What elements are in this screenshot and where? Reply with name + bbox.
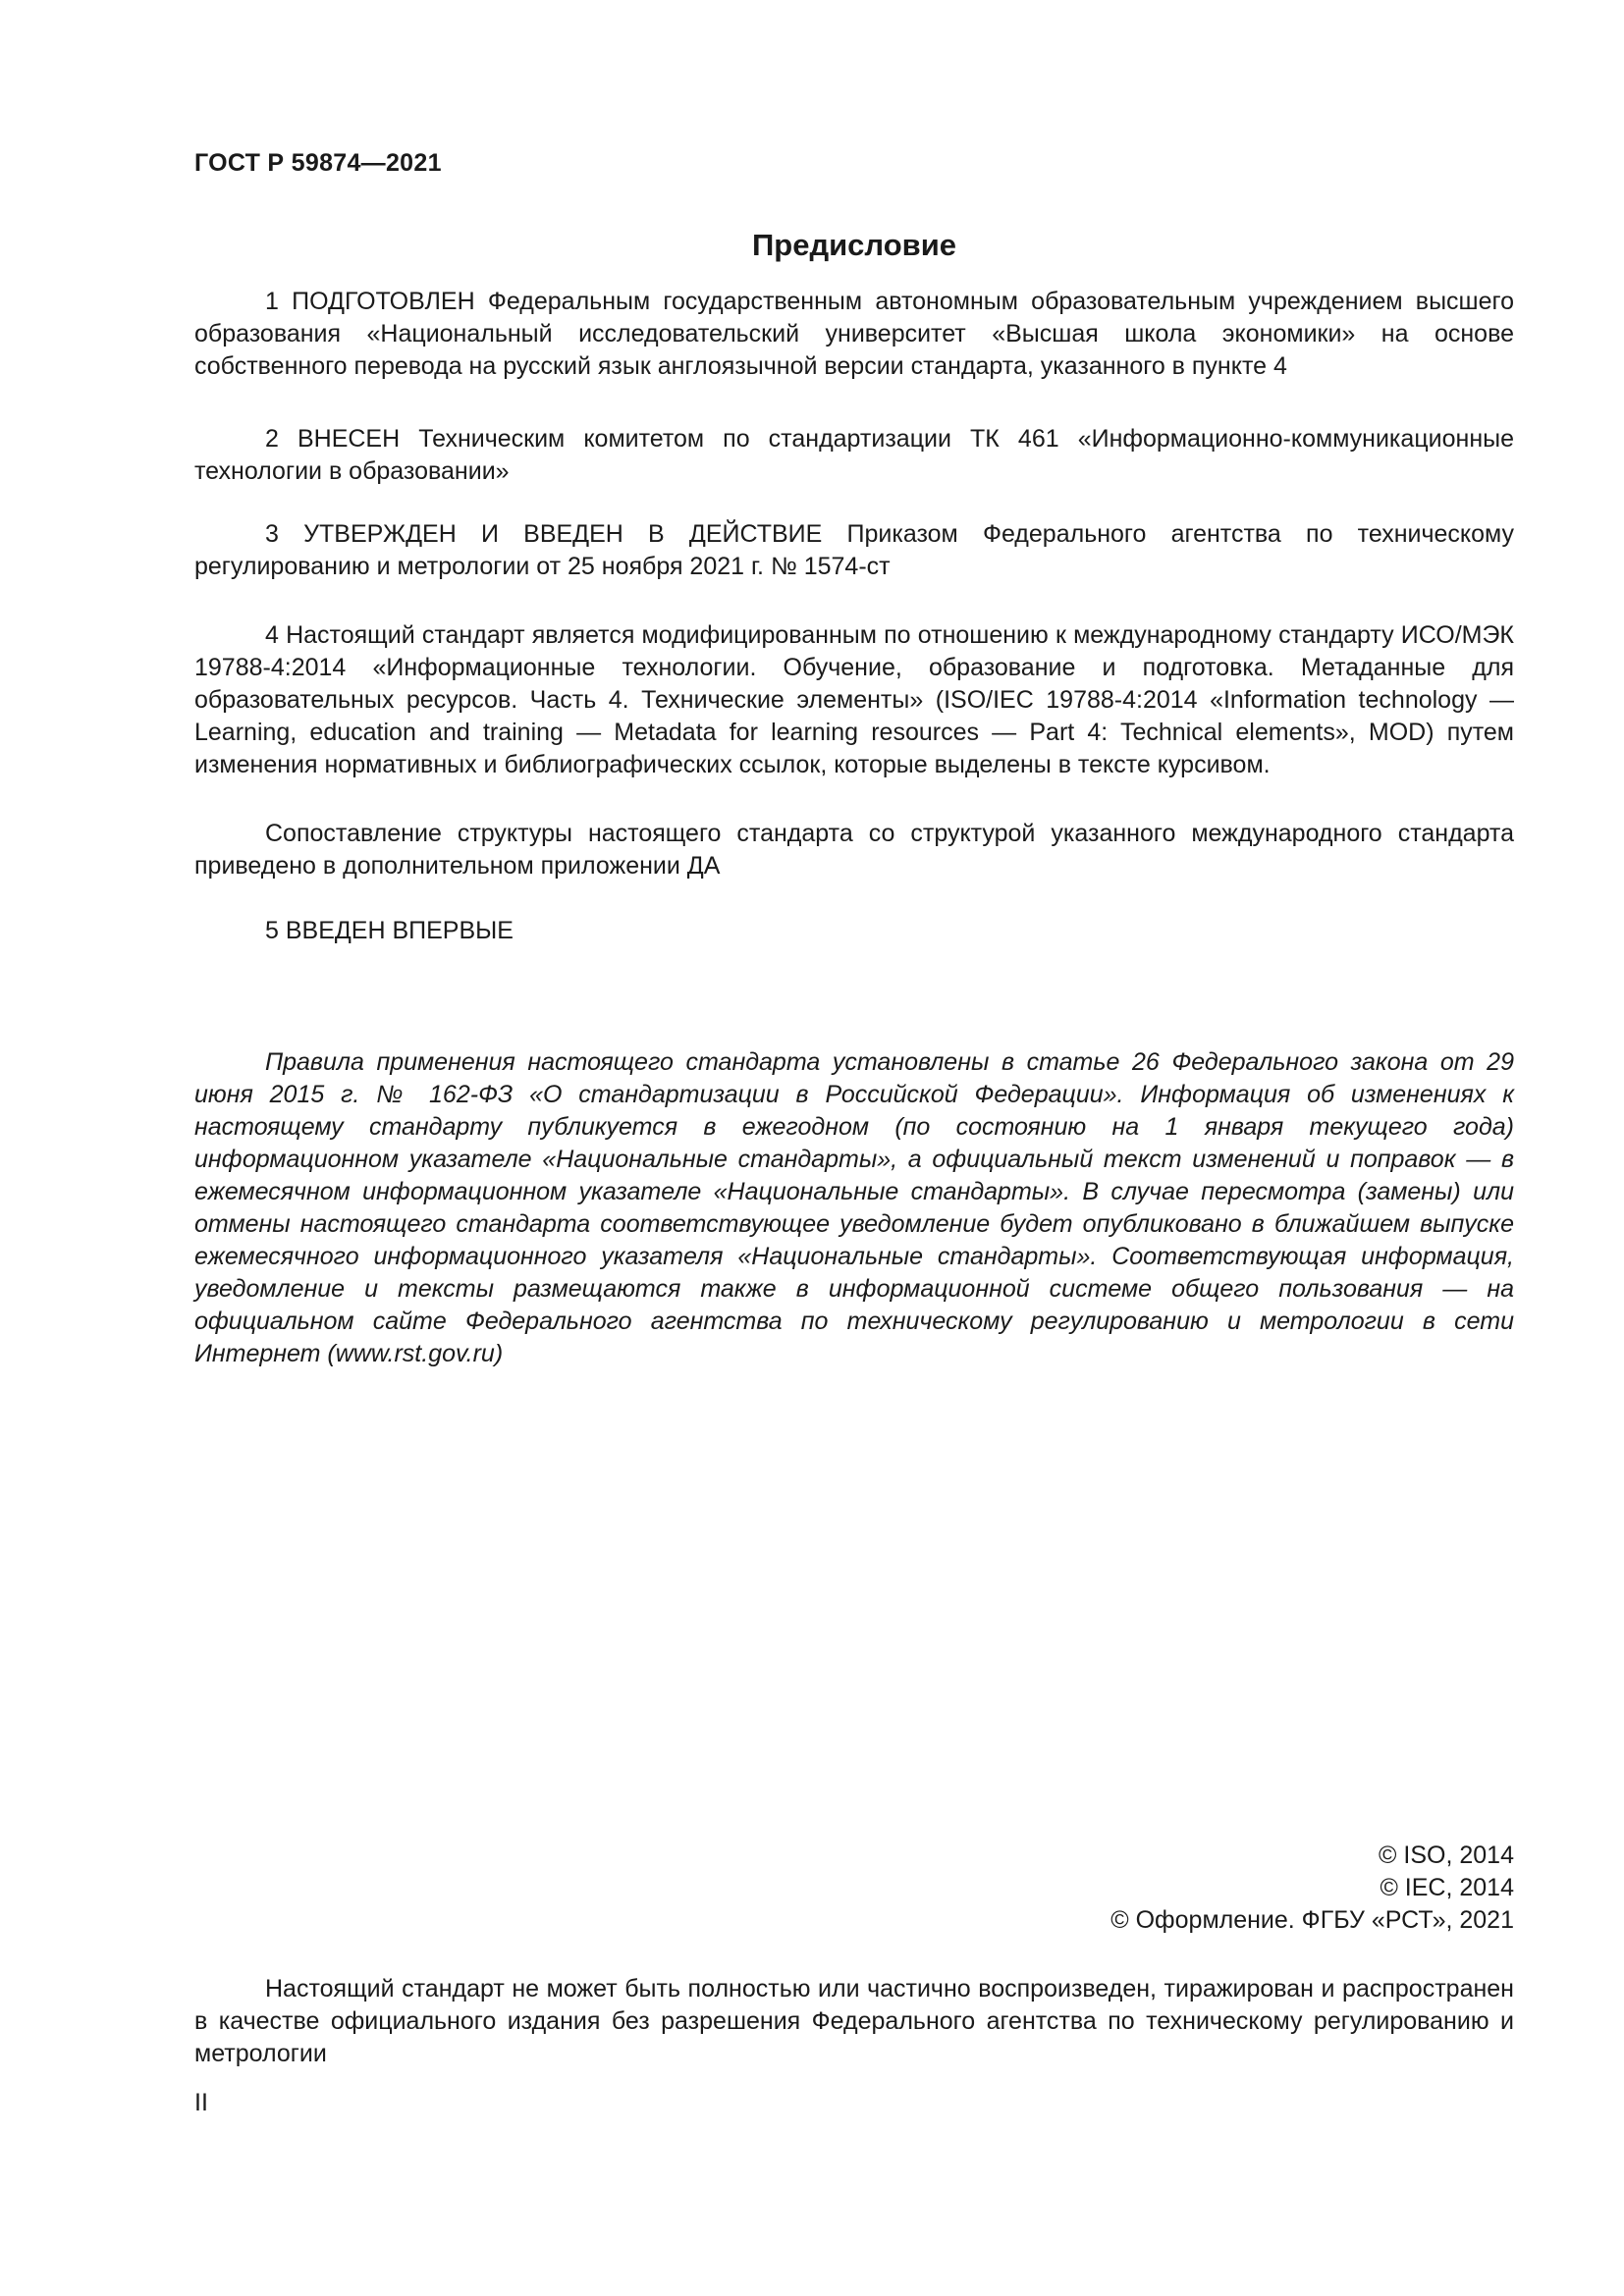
preface-title: Предисловие: [751, 228, 956, 262]
preface-item-4: 4 Настоящий стандарт является модифицированным по отношению к международному стандарту ИСО/МЭК 19788-4:2014 «Информационные технологии. Обучение, образование и подготовка. Метаданные для образовательных ресурсов. Часть 4. Технические элементы» (ISO/IEC 19788-4:2014 «Information technology — Learning, education and training — Metadata for learning resources — Part 4: Technical elements», MOD) путем изменения нормативных и библиографических ссылок, которые выделены в тексте курсивом.: [194, 621, 1514, 778]
page-number: II: [194, 2089, 208, 2116]
rules-notice: Правила применения настоящего стандарта установлены в статье 26 Федерального закона от 29 июня 2015 г. № 162-ФЗ «О стандартизации в Российской Федерации». Информация об изменениях к настоящему стандарту публикуется в ежегодном (по состоянию на 1 января текущего года) информационном указателе «Национальные стандарты», а официальный текст изменений и поправок — в ежемесячном информационном указателе «Национальные стандарты». В случае пересмотра (замены) или отмены настоящего стандарта соответствующее уведомление будет опубликовано в ближайшем выпуске ежемесячного информационного указателя «Национальные стандарты». Соответствующая информация, уведомление и тексты размещаются также в информационной системе общего пользования — на официальном сайте Федерального агентства по техническому регулированию и метрологии в сети Интернет (www.rst.gov.ru): [194, 1048, 1514, 1367]
preface-item-2: 2 ВНЕСЕН Техническим комитетом по стандартизации ТК 461 «Информационно-коммуникационные технологии в образовании»: [194, 425, 1514, 485]
copyright-block: [1110, 1840, 1514, 1937]
preface-item-4-comparison: Сопоставление структуры настоящего стандарта со структурой указанного международного стандарта приведено в дополнительном приложении ДА: [194, 820, 1514, 880]
preface-item-3: 3 УТВЕРЖДЕН И ВВЕДЕН В ДЕЙСТВИЕ Приказом Федерального агентства по техническому регулированию и метрологии от 25 ноября 2021 г. № 1574-ст: [194, 520, 1514, 580]
preface-item-5: 5 ВВЕДЕН ВПЕРВЫЕ: [265, 917, 514, 944]
reproduction-notice: Настоящий стандарт не может быть полностью или частично воспроизведен, тиражирован и распространен в качестве официального издания без разрешения Федерального агентства по техническому регулированию и метрологии: [194, 1975, 1514, 2067]
standard-designation: ГОСТ Р 59874—2021: [194, 149, 442, 177]
copyright-rst: © Оформление. ФГБУ «РСТ», 2021: [1110, 1906, 1514, 1934]
preface-item-1: 1 ПОДГОТОВЛЕН Федеральным государственным автономным образовательным учреждением высшего образования «Национальный исследовательский университет «Высшая школа экономики» на основе собственного перевода на русский язык англоязычной версии стандарта, указанного в пункте 4: [194, 288, 1514, 380]
copyright-iso: © ISO, 2014: [1379, 1842, 1514, 1869]
copyright-iec: © IEC, 2014: [1380, 1874, 1514, 1901]
